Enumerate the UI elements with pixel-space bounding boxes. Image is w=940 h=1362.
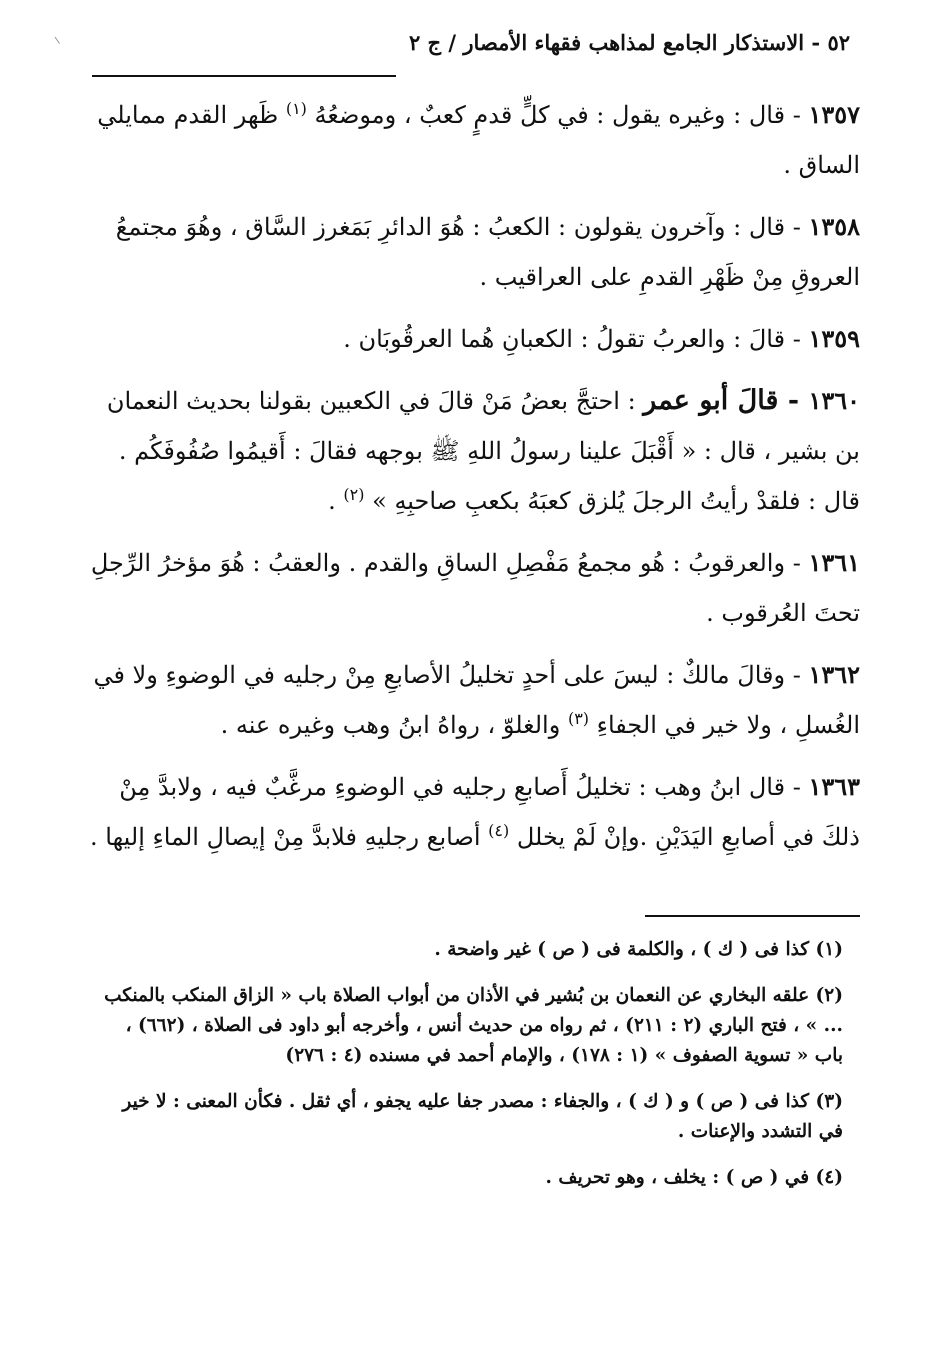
paragraph-1358 <box>88 202 860 302</box>
paragraph-text: - قال : وغيره يقول : في كلٍّ قدمٍ كعبٌ ، وموضعُهُ <box>306 101 809 129</box>
running-header: ٥٢ - الاستذكار الجامع لمذاهب فقهاء الأمصار / ج ٢ <box>408 30 850 55</box>
footnote-3: (٣) كذا فى ( ص ) و ( ك ) ، والجفاء : مصدر جفا عليه يجفو ، أي ثقل . فكأن المعنى : لا خير في التشدد والإعنات . <box>122 1091 843 1142</box>
paragraph-text-tail: . <box>328 487 344 515</box>
paragraph-text: - وقالَ مالكٌ : ليسَ على أحدٍ تخليلُ الأصابعِ مِنْ رجليه في الوضوءِ ولا في الغُسلِ ، ولا خير في الجفاءِ <box>93 661 860 739</box>
paragraph-text-tail: ظَهر القدم ممايلي الساق . <box>97 101 860 179</box>
paragraph-1359 <box>88 314 860 364</box>
paragraph-1357 <box>88 90 860 190</box>
scan-mark <box>55 32 67 44</box>
paragraph-text: - قالَ : والعربُ تقولُ : الكعبانِ هُما العرقُوبَان . <box>343 325 809 353</box>
paragraph-number: ١٣٥٩ <box>808 324 860 353</box>
paragraph-1360 <box>88 376 860 526</box>
paragraph-number: ١٣٦١ <box>808 548 860 577</box>
paragraph-number: ١٣٦٣ <box>808 772 860 801</box>
paragraph-1363 <box>88 762 860 862</box>
paragraph-number: ١٣٦٢ <box>808 660 860 689</box>
paragraph-1362 <box>88 650 860 750</box>
footnote-marker: (٣) <box>567 709 590 728</box>
footnote-marker: (٤) <box>488 821 510 840</box>
paragraph-number: ١٣٥٧ <box>808 100 860 129</box>
header-rule <box>92 75 396 77</box>
footnote-2: (٢) علقه البخاري عن النعمان بن بُشير في الأذان من أبواب الصلاة باب « الزاق المنكب بالمنكب ... » ، فتح الباري (٢ : ٢١١) ، ثم رواه من حديث أنس ، وأخرجه أبو داود فى الصلاة ، (٦٦٢) ، باب « تسوية الصفوف » (١ : ١٧٨) ، والإمام أحمد في مسنده (٤ : ٢٧٦) <box>104 985 843 1066</box>
paragraph-number: ١٣٥٨ <box>808 212 860 241</box>
speaker-heading: - قالَ أبو عمر <box>643 385 809 416</box>
footnote-marker: (١) <box>285 99 307 118</box>
footnote-1: (١) كذا فى ( ك ) ، والكلمة فى ( ص ) غير واضحة . <box>434 939 843 960</box>
paragraph-text: : احتجَّ بعضُ مَنْ قالَ في الكعبين بقولنا بحديث النعمان بن بشير ، قال : « أَقْبَلَ علينا رسولُ اللهِ ﷺ بوجهه فقالَ : أَقيمُوا صُفُوفَكُم . قال : فلقدْ رأيتُ الرجلَ يُلزق كعبَهُ بكعبِ صاحبِهِ » <box>106 387 860 515</box>
paragraph-1361 <box>88 538 860 638</box>
footnote-4: (٤) في ( ص ) : يخلف ، وهو تحريف . <box>545 1167 843 1188</box>
paragraph-text: - والعرقوبُ : هُو مجمعُ مَفْصِلِ الساقِ والقدم . والعقبُ : هُوَ مؤخرُ الرِّجلِ تحتَ العُرقوب . <box>90 549 860 627</box>
footnote-rule <box>645 915 860 917</box>
paragraph-text: - قال ابنُ وهب : تخليلُ أَصابعِ رجليه في الوضوءِ مرغَّبٌ فيه ، ولابدَّ مِنْ ذلكَ في أصابعِ اليَدَيْنِ .وإنْ لَمْ يخلل <box>119 773 860 851</box>
paragraph-text-tail: أصابع رجليهِ فلابدَّ مِنْ إيصالِ الماءِ إليها . <box>90 823 489 851</box>
paragraph-number: ١٣٦٠ <box>808 386 860 415</box>
footnote-marker: (٢) <box>343 485 365 504</box>
footnotes <box>95 935 843 1209</box>
paragraph-text: - قال : وآخرون يقولون : الكعبُ : هُوَ الدائرِ بَمَغرز السَّاق ، وهُوَ مجتمعُ العروقِ مِنْ ظَهْرِ القدمِ على العراقيب . <box>115 213 860 291</box>
main-text <box>88 90 860 874</box>
paragraph-text-tail: والغلوّ ، رواهُ ابنُ وهب وغيره عنه . <box>220 711 568 739</box>
